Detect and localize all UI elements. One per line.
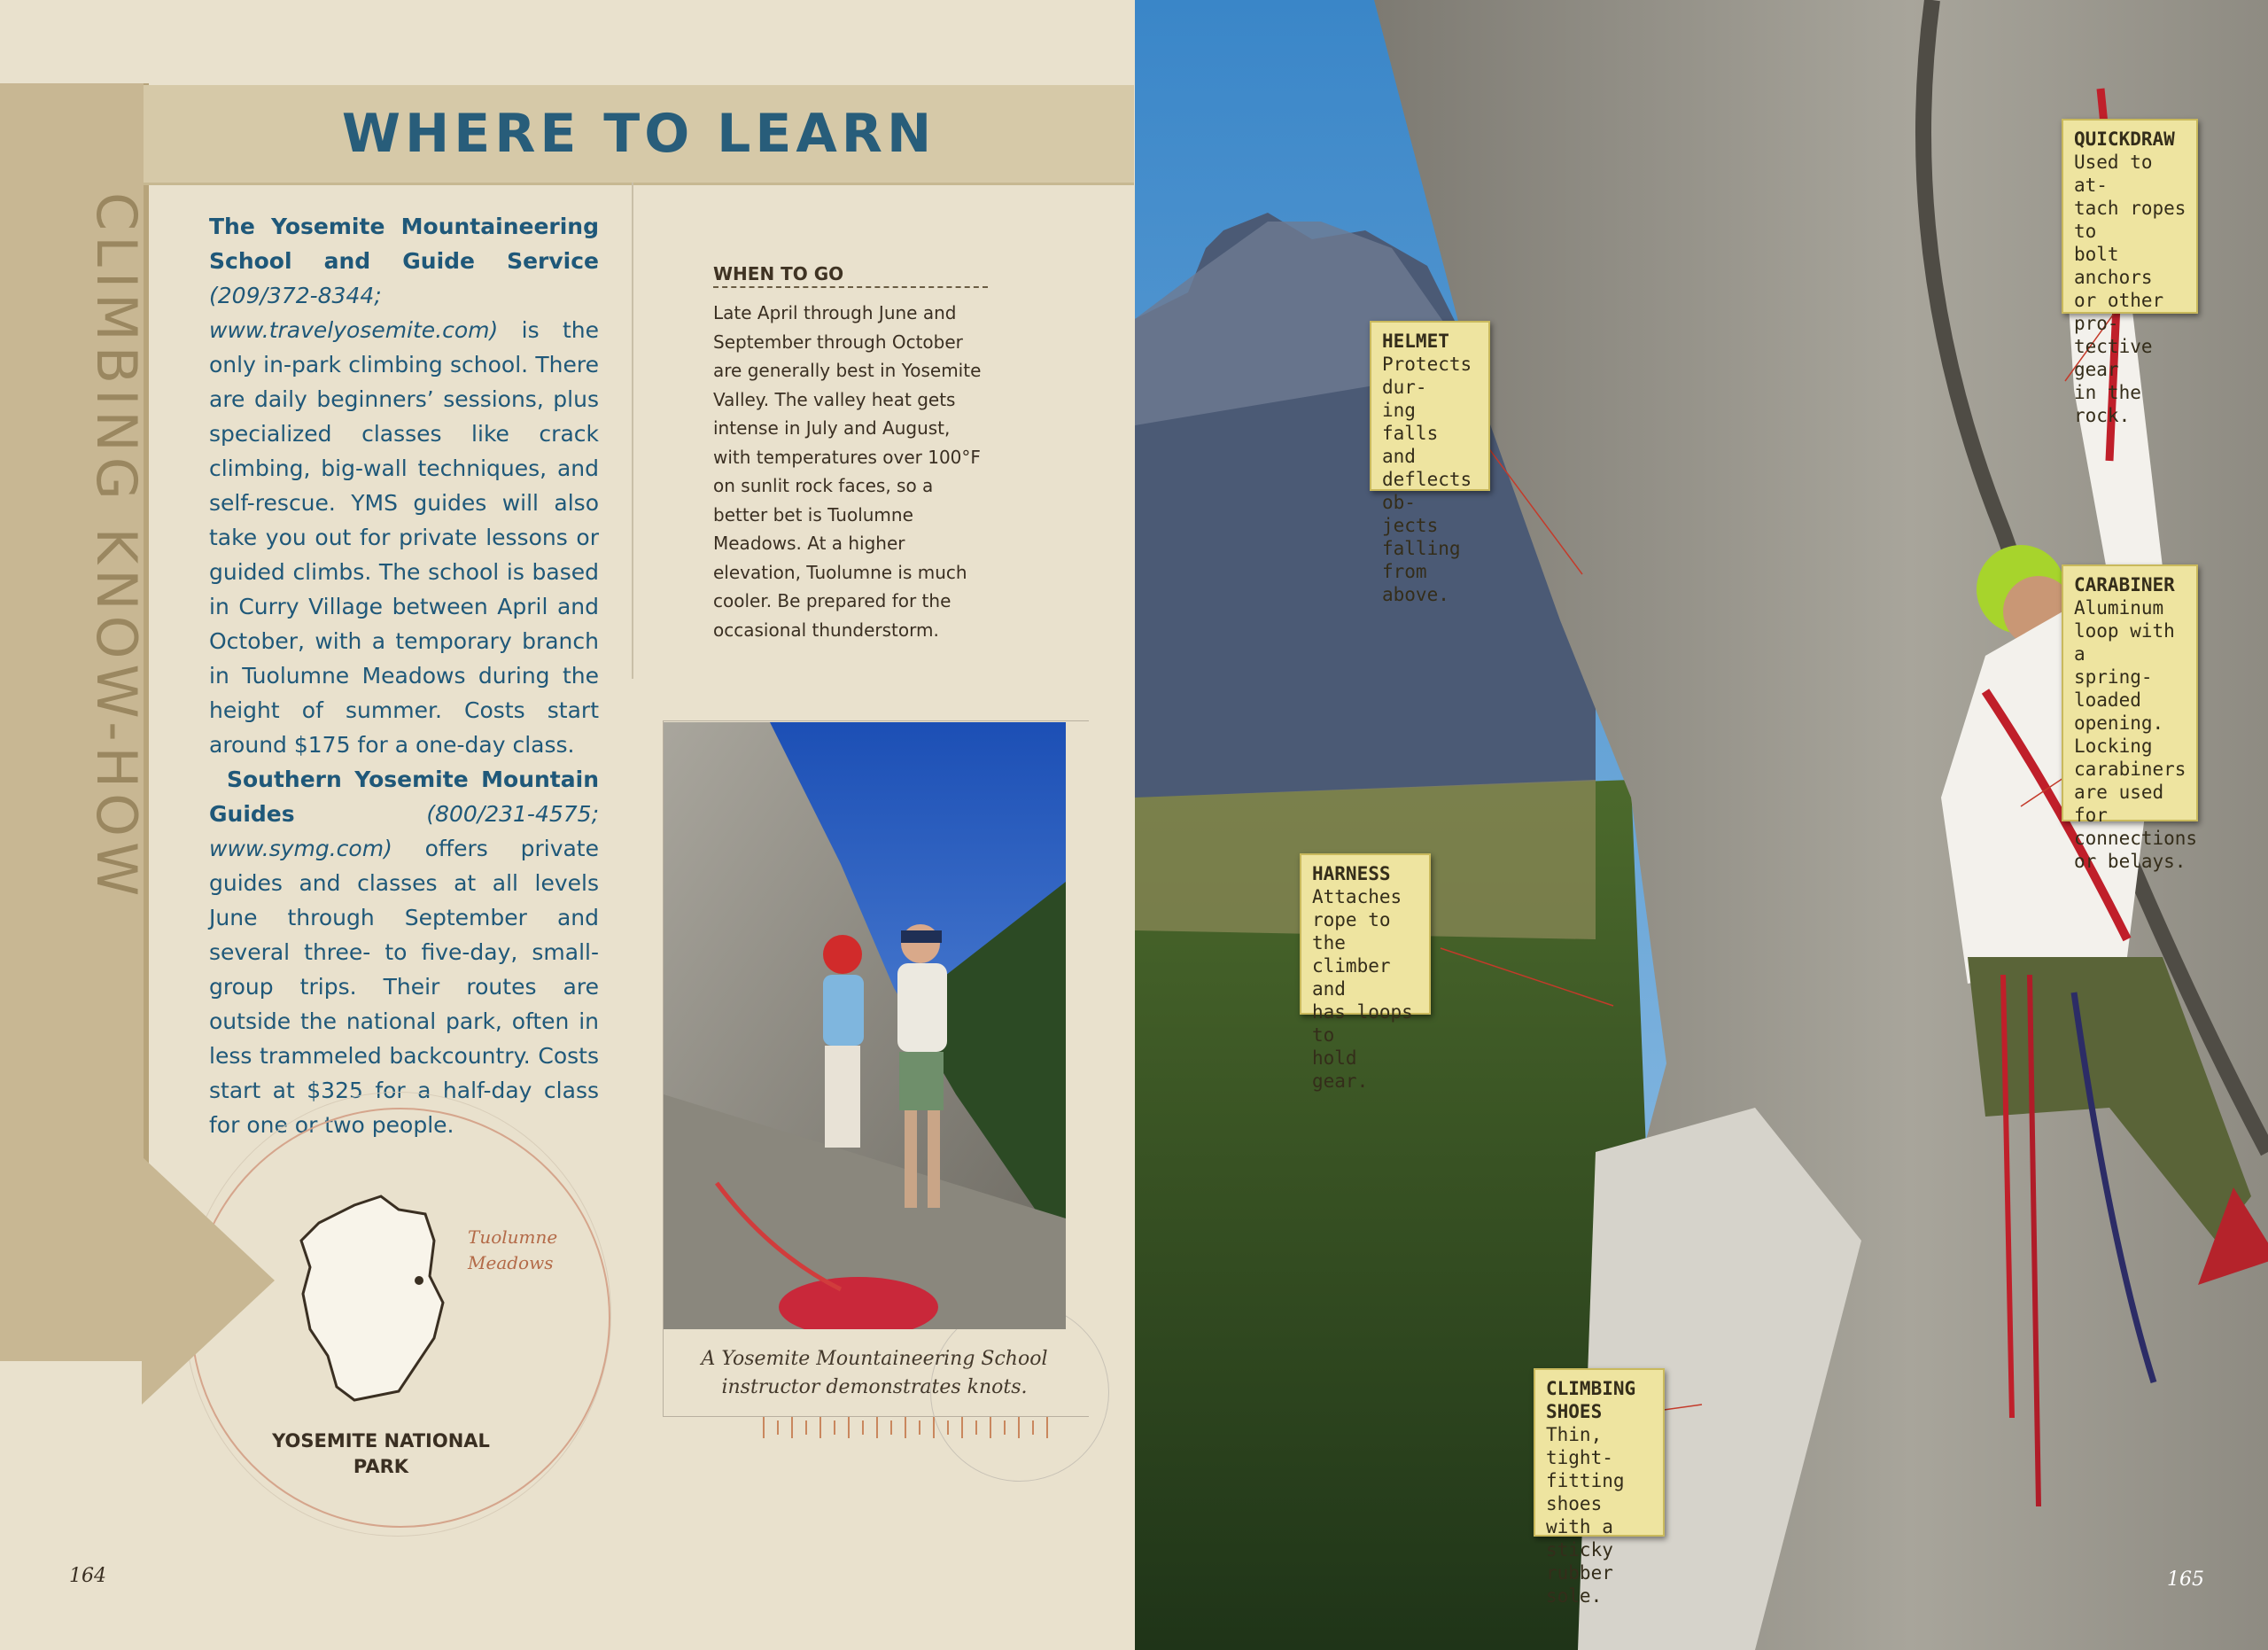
callout-carabiner-body: Aluminum loop with a spring-loaded opening. Locking carabiners are used for connections or belays. [2074,597,2198,872]
section-side-title: CLIMBING KNOW-HOW [84,192,149,902]
page-number-right: 165 [2167,1568,2204,1591]
yosemite-map-icon [292,1187,452,1409]
main-article [209,209,599,1142]
article-paragraph-2 [209,762,599,1142]
callout-harness-title: HARNESS [1312,863,1391,884]
ruler-ticks [760,1413,1079,1442]
org-name-yms: The Yosemite Mountaineering School and Guide Service [209,214,599,274]
right-page [1135,0,2268,1650]
callout-harness-body: Attaches rope to the climber and has loops to hold gear. [1312,886,1413,1092]
sidebar-text: Late April through June and September through October are generally best in Yosemite Valley. The valley heat gets intense in July and August, with temperatures over 100°F on sunlit rock faces, so a better bet is Tuolumne Meadows. At a higher elevation, Tuolumne is much cooler. Be prepared for the occasional thunderstorm. [713,302,982,641]
photo-caption: A Yosemite Mountaineering School instructor demonstrates knots. [701,1348,1048,1398]
callout-carabiner-title: CARABINER [2074,574,2175,595]
callout-quickdraw-body: Used to at- tach ropes to bolt anchors or other pro- tective gear in the rock. [2074,152,2186,426]
callout-climbing-shoes [1534,1368,1665,1607]
callout-shoes-title: CLIMBING SHOES [1546,1378,1636,1422]
column-divider [632,183,633,679]
contact-symg: (800/231-4575; www.symg.com) [209,801,599,861]
callout-harness [1300,853,1431,1092]
page-number-left: 164 [69,1565,106,1587]
sidebar-heading: WHEN TO GO [713,263,988,288]
paragraph-1-body: is the only in-park climbing school. There are daily beginners’ sessions, plus specialized classes like crack climbing, big-wall techniques, and self-rescue. YMS guides will also take you out for private lessons or guided climbs. The school is based in Curry Village between April and October, with a temporary branch in Tuolumne Meadows during the height of summer. Costs start around $175 for a one-day class. [209,317,599,758]
page-title: WHERE TO LEARN [341,103,936,165]
callout-shoes-body: Thin, tight- fitting shoes with a sticky rubber sole. [1546,1424,1625,1607]
paragraph-2-body: offers private guides and classes at all levels June through September and several three- to five-day, small-group trips. Their routes are outside the national park, often in less trammeled backcountry. Costs start at $325 for a half-day class for one or two people. [209,836,599,1138]
title-bar [144,85,1134,185]
contact-yms: (209/372-8344; www.travelyosemite.com) [209,283,499,343]
callout-quickdraw-title: QUICKDRAW [2074,128,2175,150]
callout-helmet [1370,321,1490,605]
org-name-symg: Southern Yosemite Mountain Guides [209,767,599,827]
instructor-photo [664,722,1066,1329]
callout-carabiner [2062,564,2198,872]
callout-helmet-title: HELMET [1382,331,1449,352]
map-park-label: YOSEMITE NATIONAL PARK [272,1430,490,1477]
article-paragraph-1 [209,209,599,762]
callout-helmet-body: Protects dur- ing falls and deflects ob- jects falling from above. [1382,354,1472,605]
arrow-icon [142,1156,275,1405]
map-place-label: Tuolumne Meadows [468,1226,558,1273]
callout-quickdraw [2062,119,2198,426]
